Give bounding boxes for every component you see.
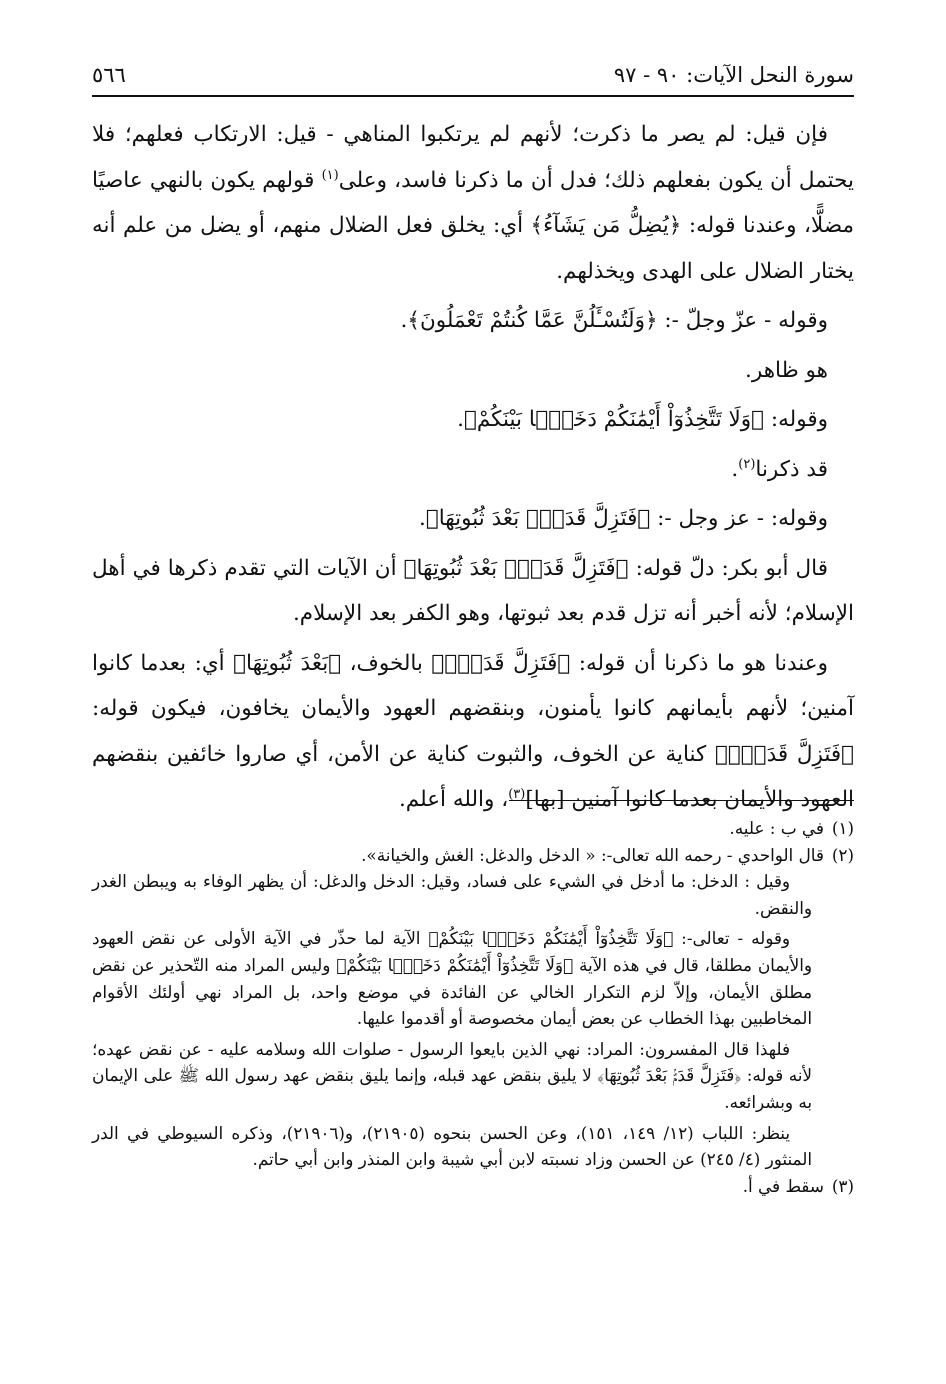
- footnote-number: (٢): [831, 844, 854, 865]
- paragraph-text: قولهم يكون بالنهي عاصيًا مضلًّا، وعندنا قوله: ﴿يُضِلُّ مَن يَشَآءُ﴾ أي: يخلق فعل الضلال منهم، أو يضل من علم أنه يختار الضلال على الهدى ويخذلهم.: [92, 167, 854, 284]
- paragraph: وقوله: - عز وجل -: ﴿فَتَزِلَّ قَدَمٌۢ بَعْدَ ثُبُوتِهَا﴾.: [418, 506, 828, 531]
- footnotes: [92, 815, 854, 1199]
- paragraph: وقوله: ﴿وَلَا تَتَّخِذُوٓاْ أَيْمَٰنَكُمْ دَخَلَۢا بَيْنَكُمْ﴾.: [457, 407, 828, 432]
- paragraph: قال أبو بكر: دلّ قوله: ﴿فَتَزِلَّ قَدَمٌۢ بَعْدَ ثُبُوتِهَا﴾ أن الآيات التي تقدم ذكرها في أهل الإسلام؛ لأنه أخبر أنه تزل قدم بعد ثبوتها، وهو الكفر بعد الإسلام.: [92, 555, 854, 626]
- running-title: سورة النحل الآيات: ٩٠ - ٩٧: [613, 63, 854, 87]
- paragraph-text: قد ذكرنا: [755, 456, 828, 482]
- footnote-ref: (١): [321, 167, 339, 183]
- footnote-text: قال الواحدي - رحمه الله تعالى-: « الدخل والدغل: الغش والخيانة».: [361, 844, 824, 865]
- footnote-3: [92, 1173, 854, 1200]
- page-header: [92, 58, 854, 92]
- paragraph: [92, 447, 854, 493]
- paragraph: هو ظاهر.: [745, 357, 828, 383]
- footnote-paragraph: فلهذا قال المفسرون: المراد: نهي الذين بايعوا الرسول - صلوات الله وسلامه عليه - عن نقض عهده؛ لأنه قوله: ﴿فَتَزِلَّ قَدَمٌۢ بَعْدَ ثُبُوتِهَا﴾ لا يليق بنقض عهد قبله، وإنما يليق بنقض عهد رسول الله ﷺ على الإيمان به وبشرائعه.: [92, 1038, 812, 1112]
- footnote-ref: (٢): [738, 456, 756, 472]
- footnote-text: سقط في أ.: [742, 1175, 824, 1196]
- footnote-ref: (٣): [508, 786, 526, 802]
- footnote-number: (١): [831, 818, 854, 838]
- header-divider: [92, 95, 854, 97]
- paragraph: وقوله - عزّ وجلّ -: ﴿وَلَتُسْـَٔلُنَّ عَمَّا كُنتُمْ تَعْمَلُونَ﴾.: [400, 308, 828, 333]
- paragraph-text: .: [731, 456, 739, 482]
- main-text: [92, 112, 854, 823]
- footnote-1: [92, 815, 854, 842]
- paragraph: [92, 112, 854, 294]
- paragraph-text: فإن قيل: لم يصر ما ذكرت؛ لأنهم لم يرتكبوا المناهي - قيل: الارتكاب فعلهم؛ فلا يحتمل أن يكون بفعلهم ذلك؛ فدل أن ما ذكرنا فاسد، وعلى: [92, 122, 854, 193]
- page-number: ٥٦٦: [92, 63, 126, 87]
- footnote-text: في ب : عليه.: [729, 818, 824, 838]
- footnote-divider: [509, 800, 854, 801]
- paragraph-text: ، والله أعلم.: [398, 787, 509, 812]
- footnote-paragraph: وقوله - تعالى-: ﴿وَلَا تَتَّخِذُوٓاْ أَيْمَٰنَكُمْ دَخَلَۢا بَيْنَكُمْ﴾ الآية لما حذّر في الآية الأولى عن نقض العهود والأيمان مطلقا، قال في هذه الآية ﴿وَلَا تَتَّخِذُوٓاْ أَيْمَٰنَكُمْ دَخَلَۢا بَيْنَكُمْ﴾ وليس المراد منه التّحذير عن نقض مطلق الأيمان، وإلاّ لزم التكرار الخالي عن الفائدة في موضع واحد، بل المراد نهي أولئك الأقوام المخاطبين بهذا الخطاب عن بعض أيمان مخصوصة أو أقدموا عليها.: [92, 928, 812, 1029]
- footnote-paragraph: ينظر: اللباب (١٢/ ١٤٩، ١٥١)، وعن الحسن بنحوه (٢١٩٠٥)، و(٢١٩٠٦)، وذكره السيوطي في الدر المنثور (٤/ ٢٤٥) عن الحسن وزاد نسبته لابن أبي شيبة وابن المنذر وابن أبي حاتم.: [92, 1122, 812, 1170]
- footnote-paragraph: وقيل : الدخل: ما أدخل في الشيء على فساد، وقيل: الدخل والدغل: أن يظهر الوفاء به ويبطن الغدر والنقض.: [92, 871, 812, 918]
- paragraph: [92, 641, 854, 823]
- footnote-number: (٣): [831, 1175, 854, 1196]
- paragraph-text: وعندنا هو ما ذكرنا أن قوله: ﴿فَتَزِلَّ قَدَمٌۢ﴾ بالخوف، ﴿بَعْدَ ثُبُوتِهَا﴾ أي: بعدما كانوا آمنين؛ لأنهم بأيمانهم كانوا يأمنون، وبنقضهم العهود والأيمان يخافون، فيكون قوله: ﴿فَتَزِلَّ قَدَمٌۢ﴾ كناية عن الخوف، والثبوت كناية عن الأمن، أي صاروا خائفين بنقضهم العهود والأيمان بعدما كانوا آمنين [بها]: [92, 650, 854, 812]
- footnote-2: [92, 842, 854, 869]
